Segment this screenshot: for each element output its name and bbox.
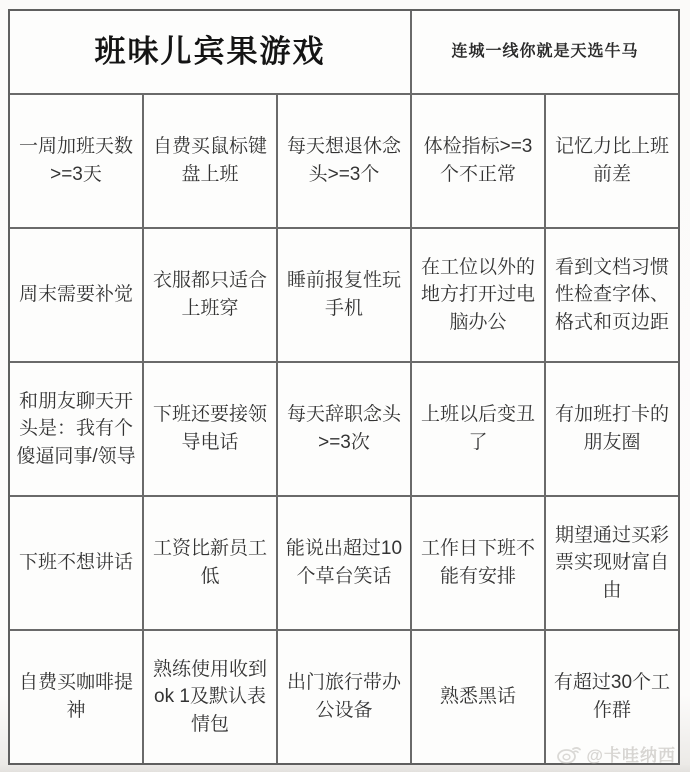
bingo-cell-r2c4: 在工位以外的地方打开过电脑办公: [412, 229, 544, 361]
bingo-cell-r2c1: 周末需要补觉: [10, 229, 142, 361]
bingo-cell-r5c1: 自费买咖啡提神: [10, 631, 142, 763]
page-title: 班味儿宾果游戏: [10, 11, 410, 93]
bingo-cell-r5c2: 熟练使用收到ok 1及默认表情包: [144, 631, 276, 763]
bingo-cell-r2c5: 看到文档习惯性检查字体、格式和页边距: [546, 229, 678, 361]
bingo-cell-r4c1: 下班不想讲话: [10, 497, 142, 629]
bingo-cell-r3c1: 和朋友聊天开头是：我有个傻逼同事/领导: [10, 363, 142, 495]
bingo-cell-r2c3: 睡前报复性玩手机: [278, 229, 410, 361]
bingo-cell-r1c3: 每天想退休念头>=3个: [278, 95, 410, 227]
bingo-cell-r5c4: 熟悉黑话: [412, 631, 544, 763]
bingo-cell-r1c2: 自费买鼠标键盘上班: [144, 95, 276, 227]
bingo-table: [8, 9, 680, 765]
bingo-cell-r3c5: 有加班打卡的朋友圈: [546, 363, 678, 495]
bingo-cell-r3c3: 每天辞职念头>=3次: [278, 363, 410, 495]
bingo-cell-r2c2: 衣服都只适合上班穿: [144, 229, 276, 361]
bingo-cell-r4c5: 期望通过买彩票实现财富自由: [546, 497, 678, 629]
page-subtitle: 连城一线你就是天选牛马: [412, 11, 678, 93]
bingo-cell-r3c4: 上班以后变丑了: [412, 363, 544, 495]
bingo-cell-r4c2: 工资比新员工低: [144, 497, 276, 629]
bingo-cell-r5c3: 出门旅行带办公设备: [278, 631, 410, 763]
watermark-handle: @卡哇纳西: [586, 746, 676, 765]
bingo-cell-r4c3: 能说出超过10个草台笑话: [278, 497, 410, 629]
bingo-cell-r1c1: 一周加班天数>=3天: [10, 95, 142, 227]
bingo-cell-r3c2: 下班还要接领导电话: [144, 363, 276, 495]
bingo-cell-r1c4: 体检指标>=3个不正常: [412, 95, 544, 227]
bingo-cell-r4c4: 工作日下班不能有安排: [412, 497, 544, 629]
bingo-cell-r1c5: 记忆力比上班前差: [546, 95, 678, 227]
bingo-cell-r5c5: 有超过30个工作群: [546, 631, 678, 763]
